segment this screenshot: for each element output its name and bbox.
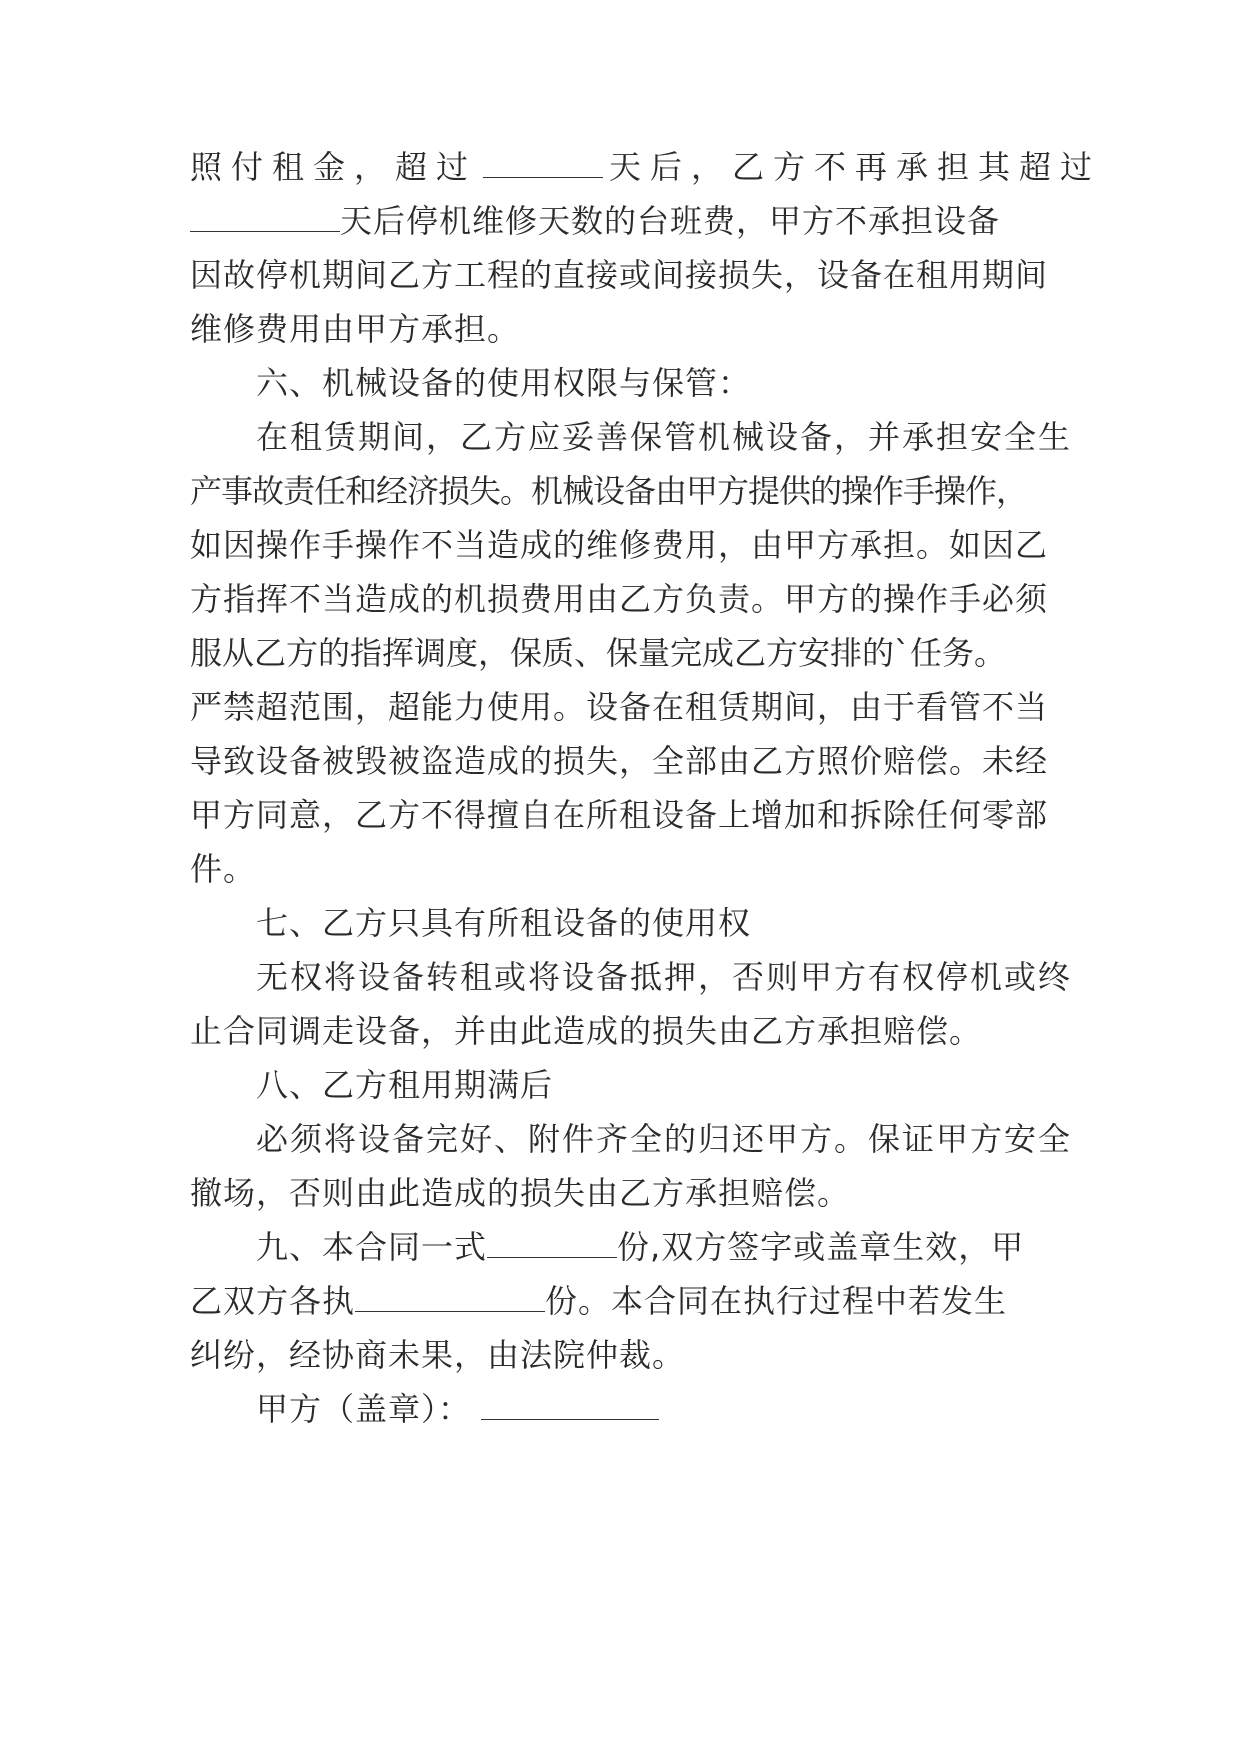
text-line: 止合同调走设备，并由此造成的损失由乙方承担赔偿。 [190,1012,983,1050]
text-segment: 九、本合同一式 [256,1228,488,1266]
text-segment: 天后，乙方不再承担其超过 [609,148,1102,186]
text-line: 如因操作手操作不当造成的维修费用，由甲方承担。如因乙 [190,526,1049,564]
signature-label: 甲方（盖章）： [256,1390,472,1428]
blank-field [487,1227,617,1258]
text-line: 导致设备被毁被盗造成的损失，全部由乙方照价赔偿。未经 [190,742,1049,780]
text-line: 纠纷，经协商未果，由法院仲裁。 [190,1336,686,1374]
blank-field [355,1281,545,1312]
text-line: 件。 [190,850,257,888]
section-heading: 六、机械设备的使用权限与保管： [256,364,752,402]
text-line [190,191,1050,251]
text-line: 无权将设备转租或将设备抵押，否则甲方有权停机或终 [256,958,1073,996]
text-line: 方指挥不当造成的机损费用由乙方负责。甲方的操作手必须 [190,580,1049,618]
text-line: 因故停机期间乙方工程的直接或间接损失，设备在租用期间 [190,256,1049,294]
text-segment: 份,双方签字或盖章生效，甲 [617,1228,1025,1266]
text-segment: 乙双方各执 [190,1282,356,1320]
signature-field [481,1389,659,1420]
text-line: 甲方同意，乙方不得擅自在所租设备上增加和拆除任何零部 [190,796,1049,834]
text-line [190,1271,1050,1331]
text-line: 在租赁期间，乙方应妥善保管机械设备，并承担安全生 [256,418,1073,456]
text-segment: 天后停机维修天数的台班费，甲方不承担设备 [340,202,1001,240]
text-line [256,1217,1050,1277]
signature-line [256,1379,1050,1439]
text-line: 服从乙方的指挥调度，保质、保量完成乙方安排的`任务。 [190,634,1007,672]
text-segment: 照付租金，超过 [190,148,478,186]
blank-field [483,147,603,178]
text-line: 产事故责任和经济损失。机械设备由甲方提供的操作手操作， [190,472,1028,510]
text-line: 必须将设备完好、附件齐全的归还甲方。保证甲方安全 [256,1120,1073,1158]
text-line [190,137,1102,197]
text-line: 维修费用由甲方承担。 [190,310,521,348]
section-heading: 七、乙方只具有所租设备的使用权 [256,904,752,942]
text-line: 撤场，否则由此造成的损失由乙方承担赔偿。 [190,1174,851,1212]
blank-field [190,201,340,232]
text-segment: 份。本合同在执行过程中若发生 [545,1282,1008,1320]
text-line: 严禁超范围，超能力使用。设备在租赁期间，由于看管不当 [190,688,1049,726]
section-heading: 八、乙方租用期满后 [256,1066,554,1104]
